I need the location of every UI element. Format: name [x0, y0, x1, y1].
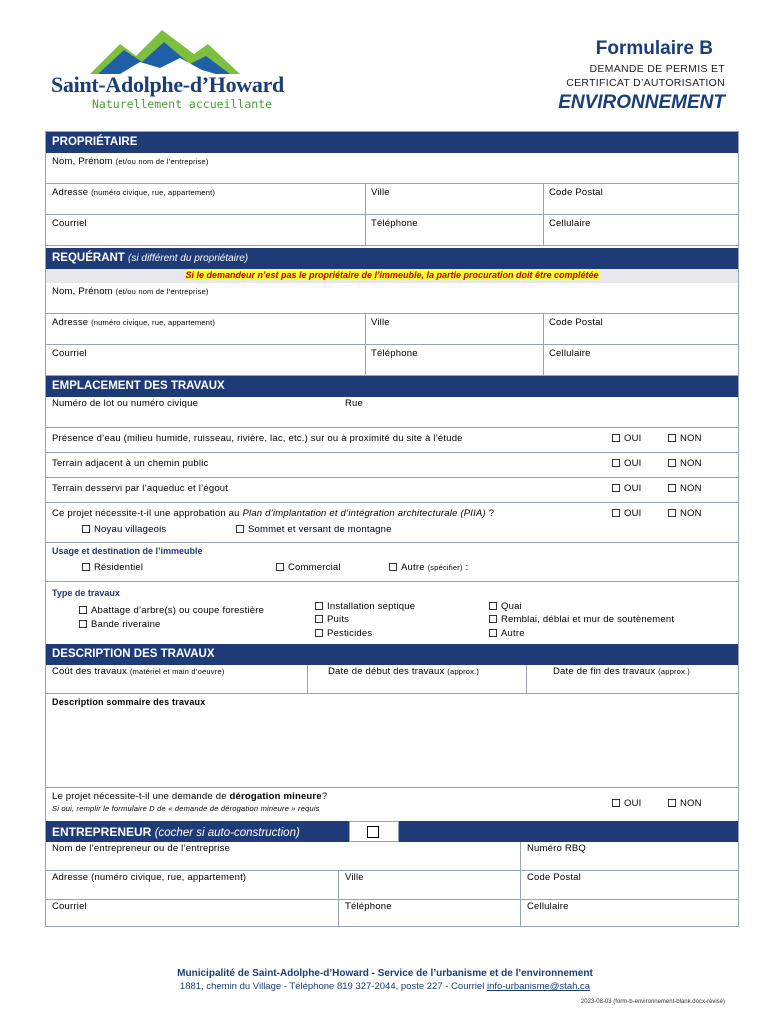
eau-oui-checkbox[interactable]: OUI [612, 433, 642, 444]
applicant-postal-field[interactable]: Code Postal [549, 317, 603, 328]
question-chemin: Terrain adjacent à un chemin public OUI NON [46, 453, 738, 478]
end-date-field[interactable]: Date de fin des travaux (approx.) [553, 666, 690, 677]
checkbox-icon [489, 615, 497, 623]
question-aqueduc: Terrain desservi par l’aqueduc et l’égout OUI NON [46, 478, 738, 503]
rbq-field[interactable]: Numéro RBQ [527, 843, 587, 854]
usage-title: Usage et destination de l’immeuble [52, 546, 203, 556]
usage-commercial-checkbox[interactable]: Commercial [276, 562, 341, 573]
lot-row [46, 397, 738, 428]
permit-form [45, 131, 739, 927]
contractor-address-field[interactable]: Adresse (numéro civique, rue, appartement) [52, 872, 247, 883]
aqueduc-non-checkbox[interactable]: NON [668, 483, 702, 494]
checkbox-icon [668, 459, 676, 467]
checkbox-icon [276, 563, 284, 571]
type-bande-checkbox[interactable]: Bande riveraine [79, 619, 161, 630]
lot-number-field[interactable]: Numéro de lot ou numéro civique [52, 398, 199, 409]
checkbox-icon [668, 484, 676, 492]
divider [46, 581, 738, 582]
form-subtitle-2: CERTIFICAT D’AUTORISATION [566, 77, 725, 89]
applicant-contact-row [46, 345, 738, 376]
owner-phone-field[interactable]: Téléphone [371, 218, 418, 229]
question-piia: Ce projet nécessite-t-il une approbation au Plan d’implantation et d’intégration architecturale (PIIA) ? OUI NON Noyau villageois Sommet et versant de montagne [46, 503, 738, 543]
applicant-phone-field[interactable]: Téléphone [371, 348, 418, 359]
checkbox-icon [367, 826, 379, 838]
question-derogation: Le projet nécessite-t-il une demande de dérogation mineure? Si oui, remplir le formulaire D de « demande de dérogation mineure » requis OUI NON [52, 791, 702, 813]
description-sommaire-field[interactable]: Description sommaire des travaux [46, 694, 738, 788]
contractor-phone-field[interactable]: Téléphone [345, 901, 392, 912]
type-septique-checkbox[interactable]: Installation septique [315, 601, 415, 612]
type-travaux-title: Type de travaux [52, 588, 120, 598]
contractor-contact-row [46, 900, 738, 927]
form-subtitle-1: DEMANDE DE PERMIS ET [589, 63, 725, 75]
type-abattage-checkbox[interactable]: Abattage d’arbre(s) ou coupe forestière [79, 605, 264, 616]
chemin-oui-checkbox[interactable]: OUI [612, 458, 642, 469]
owner-email-field[interactable]: Courriel [52, 218, 87, 229]
checkbox-icon [389, 563, 397, 571]
section-entrepreneur: ENTREPRENEUR (cocher si auto-construction) [46, 821, 738, 842]
municipality-logo-mountains [90, 28, 240, 74]
owner-cell-field[interactable]: Cellulaire [549, 218, 591, 229]
type-puits-checkbox[interactable]: Puits [315, 614, 349, 625]
aqueduc-oui-checkbox[interactable]: OUI [612, 483, 642, 494]
section-proprietaire: PROPRIÉTAIRE [46, 132, 738, 153]
procuration-warning: Si le demandeur n’est pas le propriétaire de l’immeuble, la partie procuration doit être complétée [46, 269, 738, 283]
derogation-oui-checkbox[interactable]: OUI [612, 798, 642, 809]
type-remblai-checkbox[interactable]: Remblai, déblai et mur de soutènement [489, 614, 674, 625]
owner-name-field[interactable]: Nom, Prénom (et/ou nom de l’entreprise) [46, 153, 738, 184]
checkbox-icon [612, 484, 620, 492]
checkbox-icon [315, 629, 323, 637]
checkbox-icon [79, 620, 87, 628]
derogation-non-checkbox[interactable]: NON [668, 798, 702, 809]
section-emplacement: EMPLACEMENT DES TRAVAUX [46, 376, 738, 397]
contractor-email-field[interactable]: Courriel [52, 901, 87, 912]
checkbox-icon [82, 525, 90, 533]
checkbox-icon [612, 509, 620, 517]
sommet-versant-checkbox[interactable]: Sommet et versant de montagne [236, 524, 392, 535]
checkbox-icon [315, 615, 323, 623]
form-title: Formulaire B [595, 38, 713, 59]
contractor-postal-field[interactable]: Code Postal [527, 872, 581, 883]
contractor-cell-field[interactable]: Cellulaire [527, 901, 569, 912]
footer-version: 2023-08-03 (form-b-environnement-blank.docx-révisé) [580, 999, 725, 1005]
street-field[interactable]: Rue [345, 398, 364, 409]
org-name: Saint-Adolphe-d’Howard [51, 72, 284, 97]
start-date-field[interactable]: Date de début des travaux (approx.) [328, 666, 480, 677]
owner-address-field[interactable]: Adresse (numéro civique, rue, appartement) [52, 187, 216, 198]
type-pesticides-checkbox[interactable]: Pesticides [315, 628, 372, 639]
checkbox-icon [489, 602, 497, 610]
applicant-cell-field[interactable]: Cellulaire [549, 348, 591, 359]
cost-field[interactable]: Coût des travaux (matériel et main d’oeuvre) [52, 666, 225, 677]
usage-autre-checkbox[interactable]: Autre (spécifier) : [389, 562, 468, 573]
owner-postal-field[interactable]: Code Postal [549, 187, 603, 198]
contractor-name-field[interactable]: Nom de l’entrepreneur ou de l’entreprise [52, 843, 231, 854]
footer-municipality: Municipalité de Saint-Adolphe-d’Howard - Service de l’urbanisme et de l’environnement [177, 968, 593, 979]
checkbox-icon [489, 629, 497, 637]
applicant-address-row [46, 314, 738, 345]
question-eau: Présence d’eau (milieu humide, ruisseau, rivière, lac, etc.) sur ou à proximité du site à l’étude OUI NON [46, 428, 738, 453]
applicant-email-field[interactable]: Courriel [52, 348, 87, 359]
checkbox-icon [315, 602, 323, 610]
checkbox-icon [236, 525, 244, 533]
usage-residentiel-checkbox[interactable]: Résidentiel [82, 562, 143, 573]
checkbox-icon [612, 799, 620, 807]
owner-address-row [46, 184, 738, 215]
checkbox-icon [79, 606, 87, 614]
form-type: ENVIRONNEMENT [558, 92, 725, 113]
footer-contact: 1881, chemin du Village - Téléphone 819 327-2044, poste 227 - Courriel info-urbanisme@stah.ca [179, 981, 591, 992]
checkbox-icon [612, 459, 620, 467]
type-autre-checkbox[interactable]: Autre [489, 628, 525, 639]
checkbox-icon [668, 434, 676, 442]
contractor-address-row [46, 871, 738, 900]
cost-dates-row [46, 665, 738, 694]
footer-email-link[interactable]: info-urbanisme@stah.ca [486, 981, 591, 992]
chemin-non-checkbox[interactable]: NON [668, 458, 702, 469]
noyau-villageois-checkbox[interactable]: Noyau villageois [82, 524, 166, 535]
owner-city-field[interactable]: Ville [371, 187, 390, 198]
eau-non-checkbox[interactable]: NON [668, 433, 702, 444]
piia-non-checkbox[interactable]: NON [668, 508, 702, 519]
checkbox-icon [668, 509, 676, 517]
contractor-name-row [46, 842, 738, 871]
section-description: DESCRIPTION DES TRAVAUX [46, 644, 738, 665]
checkbox-icon [82, 563, 90, 571]
applicant-name-field[interactable]: Nom, Prénom (et/ou nom de l’entreprise) [46, 283, 738, 314]
piia-oui-checkbox[interactable]: OUI [612, 508, 642, 519]
checkbox-icon [612, 434, 620, 442]
applicant-address-field[interactable]: Adresse (numéro civique, rue, appartement) [52, 317, 216, 328]
contractor-city-field[interactable]: Ville [345, 872, 364, 883]
section-requerant: REQUÉRANT (si différent du propriétaire) [46, 248, 738, 269]
type-quai-checkbox[interactable]: Quai [489, 601, 522, 612]
auto-construction-checkbox[interactable] [349, 821, 399, 842]
owner-contact-row [46, 215, 738, 246]
checkbox-icon [668, 799, 676, 807]
applicant-city-field[interactable]: Ville [371, 317, 390, 328]
org-tagline: Naturellement accueillante [92, 97, 273, 111]
